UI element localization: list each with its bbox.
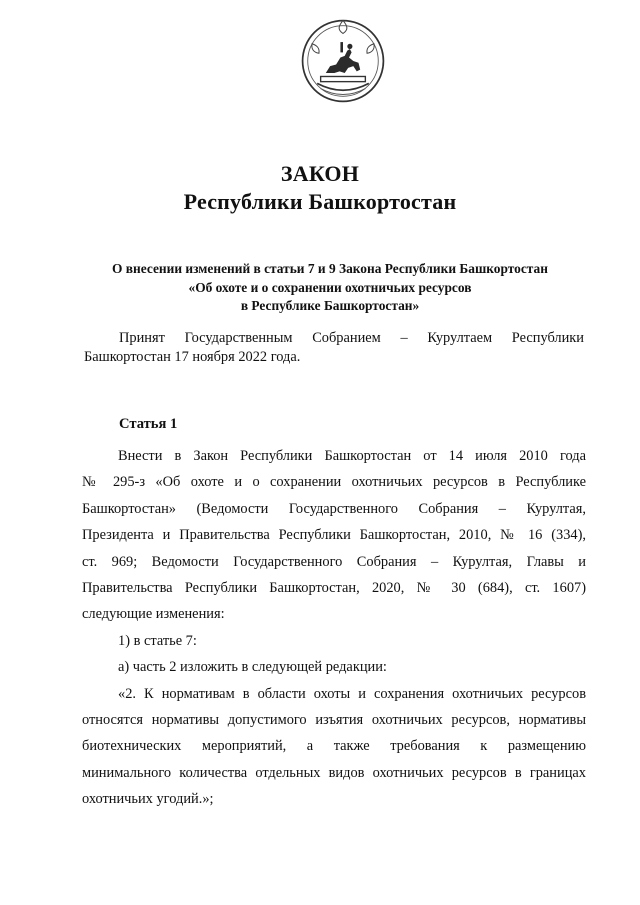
bashkortostan-coat-of-arms-icon: [300, 18, 386, 104]
paragraph-line: Правительства Республики Башкортостан, 2020, № 30 (684), ст. 1607): [82, 580, 586, 597]
subject-line-1: О внесении изменений в статьи 7 и 9 Закона Республики Башкортостан: [112, 261, 548, 276]
paragraph-line: Внести в Закон Республики Башкортостан от 14 июля 2010 года: [118, 448, 586, 464]
list-item-1: 1) в статье 7:: [118, 632, 197, 649]
paragraph-line: ст. 969; Ведомости Государственного Собрания – Курултая, Главы и: [82, 553, 586, 570]
quote-line: «2. К нормативам в области охоты и сохранения охотничьих ресурсов: [118, 685, 586, 702]
article-body: [82, 443, 586, 813]
paragraph-line: следующие изменения:: [82, 606, 225, 623]
paragraph-line: Президента и Правительства Республики Башкортостан, 2010, № 16 (334),: [82, 527, 586, 544]
paragraph-line: Башкортостан» (Ведомости Государственного Собрания – Курултая,: [82, 500, 586, 517]
adoption-line-2: Башкортостан 17 ноября 2022 года.: [84, 349, 301, 365]
article-paragraph: [82, 443, 586, 628]
law-title: ЗАКОН: [280, 161, 360, 186]
quote-line: биотехнических мероприятий, а также требования к размещению: [82, 738, 586, 755]
quote-line: минимального количества отдельных видов охотничьих ресурсов в границах: [82, 764, 586, 781]
law-subject: [70, 260, 590, 316]
subject-line-2: «Об охоте и о сохранении охотничьих ресурсов: [188, 279, 472, 295]
list-item-a: а) часть 2 изложить в следующей редакции:: [118, 659, 387, 676]
subject-line-3: в Республике Башкортостан»: [240, 298, 420, 313]
article-heading: Статья 1: [119, 416, 178, 432]
adoption-note: [84, 329, 584, 367]
quote-line: охотничьих угодий.»;: [82, 791, 214, 808]
quote-line: относятся нормативы допустимого изъятия охотничьих ресурсов, нормативы: [82, 712, 586, 729]
law-subtitle: Республики Башкортостан: [183, 189, 457, 214]
adoption-line-1: Принят Государственным Собранием – Курултаем Республики: [119, 330, 584, 346]
paragraph-line: № 295-з «Об охоте и о сохранении охотничьих ресурсов в Республике: [82, 474, 586, 491]
quoted-text: [82, 681, 586, 813]
